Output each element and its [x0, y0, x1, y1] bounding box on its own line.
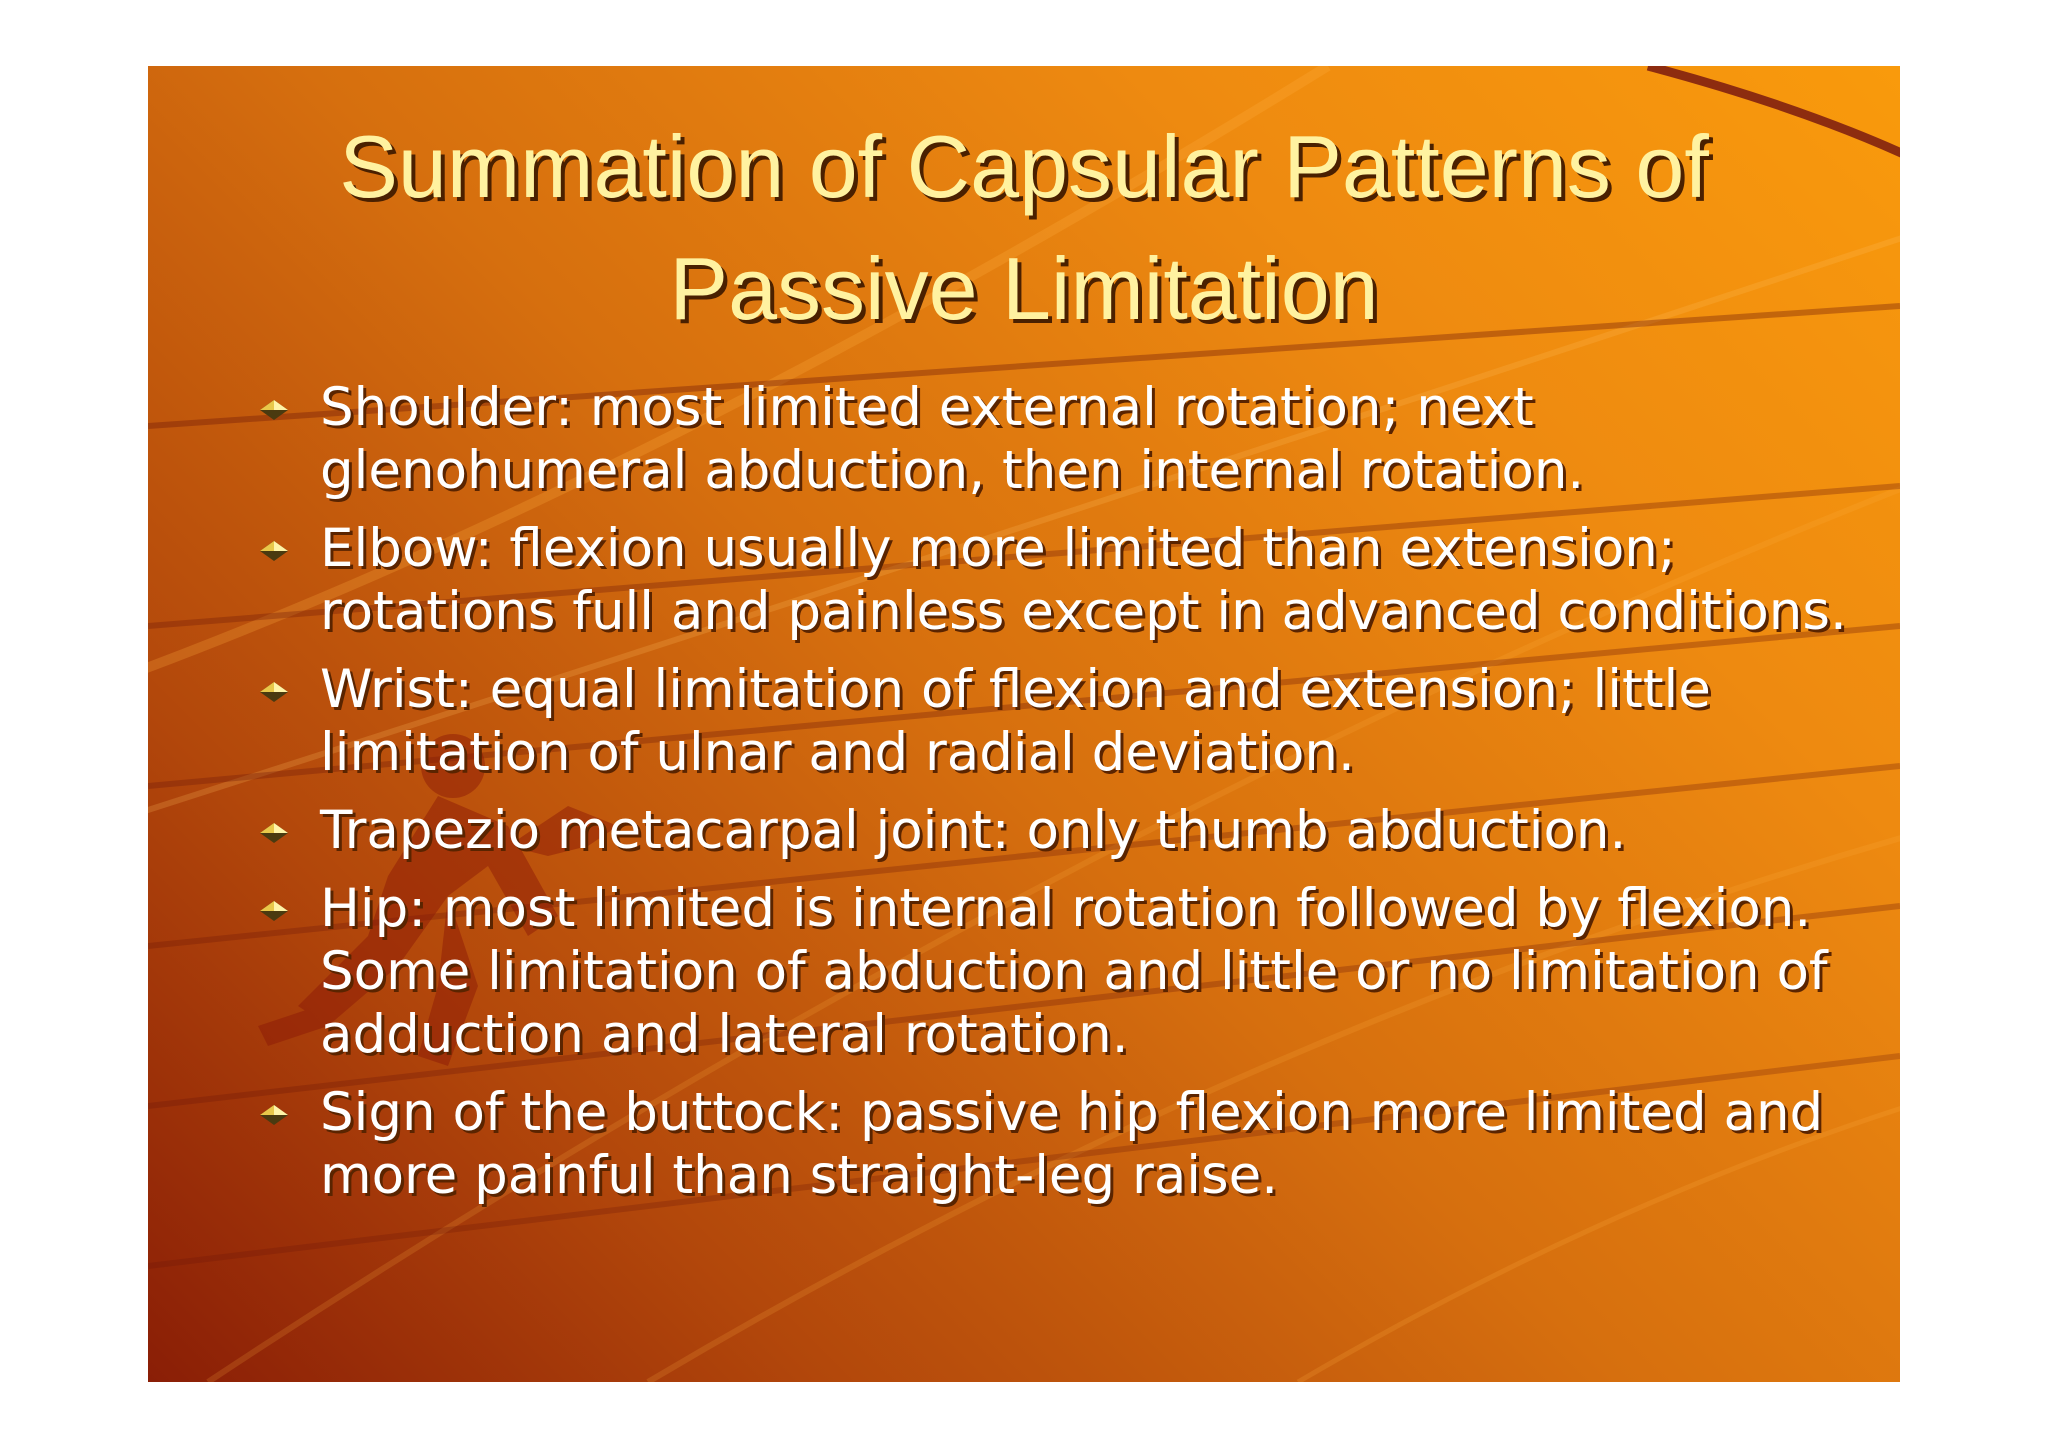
bullet-item-wrist — [260, 658, 1860, 784]
bullet-item-sign-of-buttock — [260, 1081, 1860, 1207]
bullet-list — [260, 376, 1860, 1222]
diamond-bullet-icon — [260, 1105, 288, 1125]
bullet-text: Hip: most limited is internal rotation followed by flexion. Some limitation of abduction and little or no limitation of adduction and lateral rotation. — [320, 878, 1828, 1065]
bullet-text: Elbow: flexion usually more limited than extension; rotations full and painless except in advanced conditions. — [320, 518, 1847, 642]
slide — [148, 66, 1900, 1382]
bullet-text: Sign of the buttock: passive hip flexion more limited and more painful than straight-leg raise. — [320, 1082, 1824, 1206]
bullet-item-elbow — [260, 517, 1860, 643]
diamond-bullet-icon — [260, 541, 288, 561]
diamond-bullet-icon — [260, 682, 288, 702]
diamond-bullet-icon — [260, 823, 288, 843]
bullet-text: Wrist: equal limitation of flexion and extension; little limitation of ulnar and radial deviation. — [320, 659, 1711, 783]
diamond-bullet-icon — [260, 901, 288, 921]
diamond-bullet-icon — [260, 400, 288, 420]
bullet-text: Trapezio metacarpal joint: only thumb abduction. — [320, 800, 1627, 861]
bullet-item-hip — [260, 877, 1860, 1066]
slide-title: Summation of Capsular Patterns of Passive Limitation — [339, 117, 1709, 338]
bullet-item-shoulder — [260, 376, 1860, 502]
bullet-item-trapezio-metacarpal — [260, 799, 1860, 862]
bullet-text: Shoulder: most limited external rotation; next glenohumeral abduction, then internal rotation. — [320, 377, 1585, 501]
